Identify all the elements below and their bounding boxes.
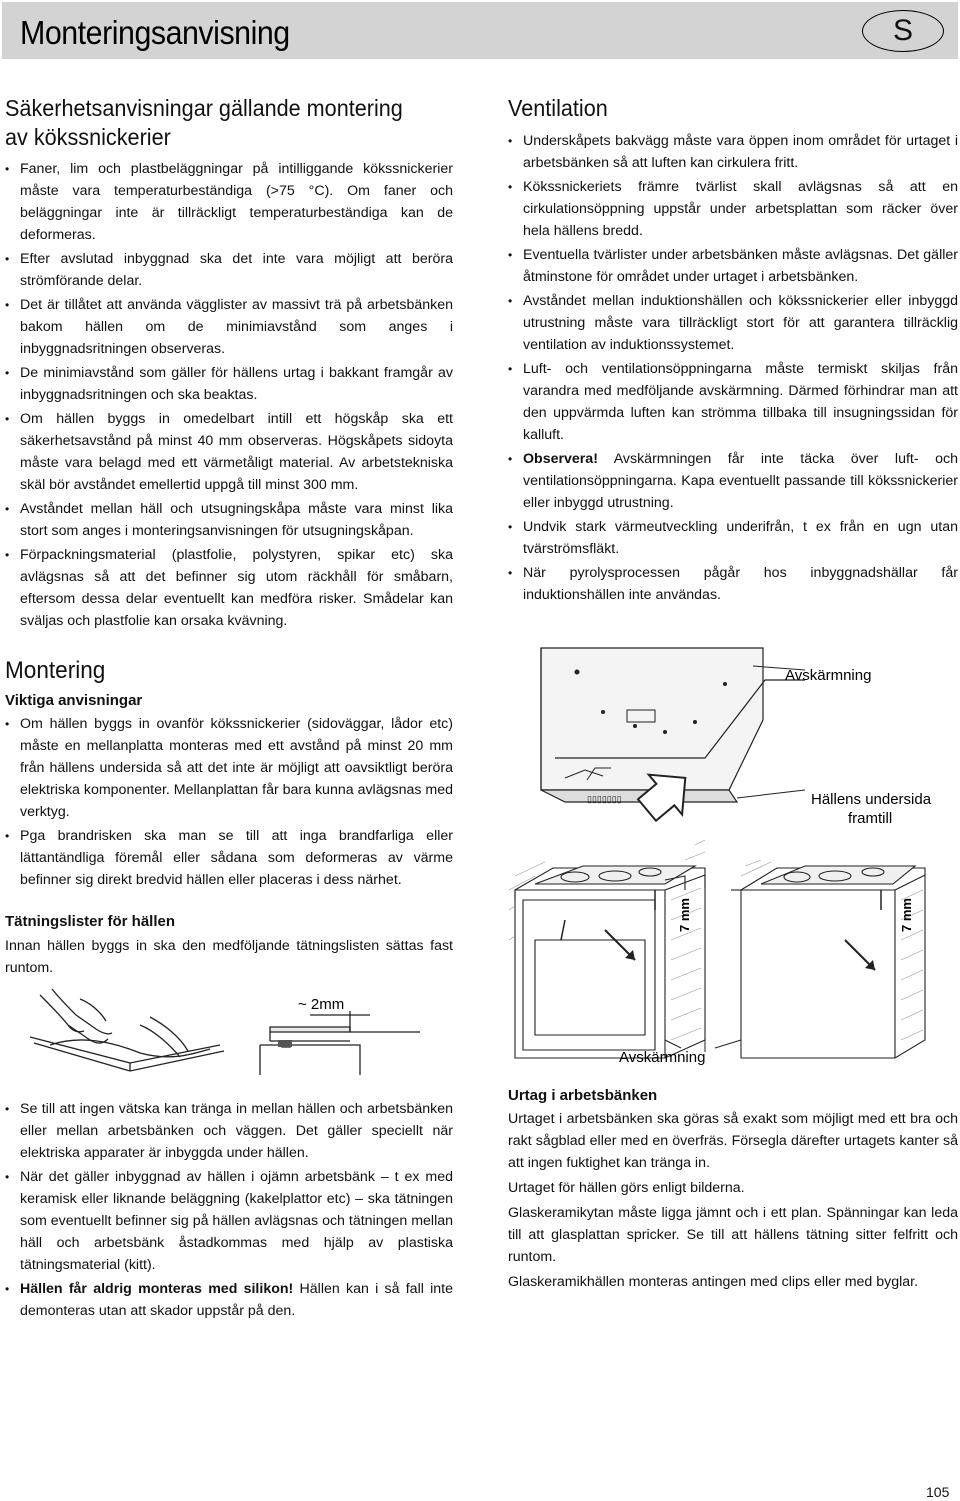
- seals-heading: Tätningslister för hällen: [5, 913, 176, 930]
- list-item: • Om hällen byggs in omedelbart intill ett högskåp ska ett säkerhetsavstånd på minst 40 mm observeras. Högskåpets sidoyta måste vara belagd med ett värmetåligt material. Av arbetstekniska skäl bör avståndet emellertid uppgå till minst 300 mm.: [5, 408, 453, 496]
- cutout-paragraph: Glaskeramikytan måste ligga jämnt och i ett plan. Spänningar kan leda till att glasplattan spricker. Se till att hällens tätning sitter felfritt och runtom.: [508, 1205, 958, 1265]
- list-item: [5, 1278, 453, 1322]
- montering-list: [5, 713, 453, 891]
- underside-label-1: Hällens undersida: [811, 791, 932, 808]
- montering-heading: Montering: [5, 657, 106, 684]
- list-item: • De minimiavstånd som gäller för hällens urtag i bakkant framgår av inbyggnadsritningen och ska beaktas.: [5, 362, 453, 406]
- safety-list: [5, 158, 453, 632]
- montering-subheading: Viktiga anvisningar: [5, 692, 143, 709]
- list-item: • När det gäller inbyggnad av hällen i ojämn arbetsbänk – t ex med keramisk eller liknande beläggning (kakelplattor etc) – ska tätningen som eventuellt befinner sig på hällen avlägsnas och tätningen mellan häll och arbetsbänk åstadkommas med hjälp av plastiska tätningsmaterial (kitt).: [5, 1166, 453, 1276]
- seals-list: [5, 1098, 453, 1322]
- list-item: • Kökssnickeriets främre tvärlist skall avlägsnas så att en cirkulationsöppning uppstår under arbetsplattan som räcker över hela hällens bredd.: [508, 176, 958, 242]
- list-item: • Avståndet mellan induktionshällen och kökssnickerier eller inbyggd utrustning måste vara tillräckligt stort för att garantera tillräcklig ventilation av induktionssystemet.: [508, 290, 958, 356]
- language-badge: [862, 10, 944, 52]
- list-item: • När pyrolysprocessen pågår hos inbyggnadshällar får induktionshällen inte användas.: [508, 562, 958, 606]
- observe-text: Avskärmningen får inte täcka över luft- och ventilationsöppningarna. Kapa eventuellt passande till kökssnickerier eller inbyggd utrustning.: [523, 451, 958, 511]
- underside-label-2: framtill: [848, 810, 893, 827]
- safety-heading-line1: Säkerhetsanvisningar gällande montering: [5, 95, 403, 121]
- page-header: [2, 2, 958, 59]
- cutout-paragraph: Glaskeramikhällen monteras antingen med clips eller med byglar.: [508, 1274, 919, 1290]
- list-item: • Undvik stark värmeutveckling underifrån, t ex från en ugn utan tvärströmsfläkt.: [508, 516, 958, 560]
- page-number: 105: [926, 1484, 950, 1500]
- safety-heading-line2: av kökssnickerier: [5, 124, 171, 150]
- list-item: • Det är tillåtet att använda vägglister av massivt trä på arbetsbänken bakom hällen om de minimiavstånd som anges i inbyggnadsritningen observeras.: [5, 294, 453, 360]
- seals-notes: [5, 1098, 453, 1324]
- list-item: • Eventuella tvärlister under arbetsbänken måste avlägsnas. Det gäller åtminstone för området under urtaget i arbetsbänken.: [508, 244, 958, 288]
- list-item: • Se till att ingen vätska kan tränga in mellan hällen och arbetsbänken eller mellan arbetsbänken och väggen. Det gäller speciellt när elektriska apparater är inbyggda under hällen.: [5, 1098, 453, 1164]
- gap-label-b: 7 mm: [899, 898, 914, 932]
- ventilation-heading: Ventilation: [508, 95, 608, 121]
- list-item: • Pga brandrisken ska man se till att inga brandfarliga eller lättantändliga föremål eller sådana som deformeras av värme befinner sig direkt bredvid hällen eller placeras i dess närhet.: [5, 825, 453, 891]
- silicone-warning-rest: Hällen kan i så fall inte demonteras utan att skador uppstår på den.: [20, 1281, 453, 1319]
- list-item: • Faner, lim och plastbeläggningar på intilliggande kökssnickerier måste vara temperaturbeständiga (>75 °C). Om faner och beläggningar inte är tillräckligt temperaturbeständiga kan de deformeras.: [5, 158, 453, 246]
- list-item: • Underskåpets bakvägg måste vara öppen inom området för urtaget i arbetsbänken så att luften kan cirkulera fritt.: [508, 130, 958, 174]
- ventilation-section: [508, 94, 958, 608]
- list-item: • Efter avslutad inbyggnad ska det inte vara möjligt att beröra strömförande delar.: [5, 248, 453, 292]
- page-title: Monteringsanvisning: [20, 14, 290, 51]
- cutout-paragraph: Urtaget för hällen görs enligt bilderna.: [508, 1180, 745, 1196]
- list-item: • Luft- och ventilationsöppningarna måste termiskt skiljas från varandra med medföljande avskärmning. Därmed förhindrar man att den uppvärmda luften kan strömma tillbaka till insugningssidan för kalluft.: [508, 358, 958, 446]
- silicone-warning: Hällen får aldrig monteras med silikon!: [20, 1281, 294, 1297]
- cutout-section: [508, 1086, 958, 1293]
- observe-label: Observera!: [523, 451, 598, 467]
- shield-label-bottom: Avskärmning: [619, 1049, 706, 1066]
- cutout-heading: Urtag i arbetsbänken: [508, 1087, 658, 1104]
- ventilation-illustration: [505, 640, 957, 1070]
- montering-section: [5, 656, 453, 893]
- list-item: • Avståndet mellan häll och utsugningskåpa måste vara minst lika stort som anges i monteringsanvisningen för utsugningskåpan.: [5, 498, 453, 542]
- shield-label-top: Avskärmning: [785, 667, 872, 684]
- safety-section: [5, 94, 453, 634]
- list-item: • Om hällen byggs in ovanför kökssnickerier (sidoväggar, lådor etc) måste en mellanplatta monteras med ett avstånd på minst 20 mm från hällens undersida så att det inte är möjligt att oavsiktligt beröra elektriska komponenter. Mellanplattan får bara kunna avlägsnas med verktyg.: [5, 713, 453, 823]
- ventilation-list: [508, 130, 958, 606]
- list-item: • Förpackningsmaterial (plastfolie, polystyren, spikar etc) ska avlägsnas så att det befinner sig utom räckhåll för småbarn, eftersom dessa delar eventuellt kan medföra risker. Smådelar kan sväljas och plastfolie kan orsaka kvävning.: [5, 544, 453, 632]
- list-item: [508, 448, 958, 514]
- seals-section: [5, 912, 453, 979]
- svg-text:▯▯▯▯▯▯▯: ▯▯▯▯▯▯▯: [587, 794, 622, 804]
- gap-label: ~ 2mm: [298, 996, 345, 1013]
- language-code: S: [892, 14, 913, 47]
- seal-illustration: [20, 985, 460, 1080]
- safety-heading: [5, 94, 426, 152]
- gap-label-a: 7 mm: [677, 898, 692, 932]
- seals-intro: Innan hällen byggs in ska den medföljande tätningslisten sättas fast runtom.: [5, 938, 453, 976]
- cutout-paragraph: Urtaget i arbetsbänken ska göras så exakt som möjligt med ett bra och rakt sågblad eller med en överfräs. Försegla därefter urtagets kanter så att ingen fuktighet kan tränga in.: [508, 1111, 958, 1171]
